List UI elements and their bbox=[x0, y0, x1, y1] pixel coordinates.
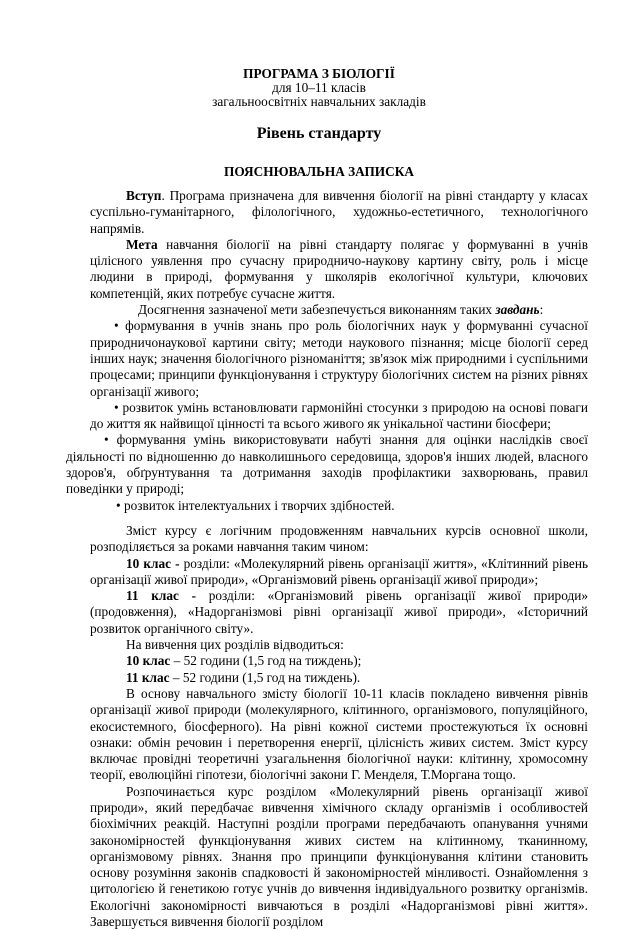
tasks-colon: : bbox=[539, 302, 544, 318]
task-bullet-1: • формування в учнів знань про роль біологічних наук у формуванні сучасної природничонаукової картини світу; методи наукового пізнання; місце біології серед інших наук; значення біологічного різноманіття; зв'язок між природними і суспільними процесами; принципи функціонування і структуру біологічних систем на різних рівнях організації живого; bbox=[90, 318, 588, 399]
hours-10-lead: 10 клас bbox=[126, 653, 171, 669]
task-bullet-4: • розвиток інтелектуальних і творчих здібностей. bbox=[116, 497, 395, 513]
section-heading: ПОЯСНЮВАЛЬНА ЗАПИСКА bbox=[224, 164, 414, 179]
hours-11-lead: 11 клас bbox=[126, 669, 170, 685]
program-title: ПРОГРАМА З БІОЛОГІЇ bbox=[243, 66, 395, 81]
content-paragraph-1: Зміст курсу є логічним продовженням навчальних курсів основної школи, розподіляється за роками навчання таким чином: bbox=[90, 522, 588, 555]
hours-11-text: – 52 години (1,5 год на тиждень). bbox=[169, 669, 361, 685]
hours-intro: На вивчення цих розділів відводиться: bbox=[126, 637, 344, 653]
goal-text: навчання біології на рівні стандарту полягає у формуванні в учнів цілісного уявлення про сучасну природничо-наукову картину світу, роль і місце людини в природі, формування у школярів екологічної культури, ключових компетенцій, яких потребує сучасне життя. bbox=[90, 236, 588, 301]
tasks-intro-paragraph bbox=[90, 302, 588, 318]
task-bullet-2: • розвиток умінь встановлювати гармонійні стосунки з природою на основі поваги до життя як найвищої цінності та всього живого як унікальної частини біосфери; bbox=[90, 399, 588, 432]
grade-10-lead: 10 клас - bbox=[126, 555, 180, 571]
grade-11-text: розділи: «Організмовий рівень організації живої природи» (продовження), «Надорганізмові рівні організації живої природи», «Історичний розвиток органічного світу». bbox=[90, 588, 589, 636]
intro-text: . Програма призначена для вивчення біології на рівні стандарту у класах суспільно-гуманітарного, філологічного, художньо-естетичного, технологічного напрямів. bbox=[90, 188, 588, 236]
program-subtitle-grades: для 10–11 класів bbox=[272, 80, 366, 95]
goal-paragraph bbox=[90, 237, 588, 302]
grade-11-lead: 11 клас - bbox=[126, 588, 197, 604]
tasks-emphasis: завдань bbox=[495, 302, 540, 318]
content-paragraph-3: Розпочинається курс розділом «Молекулярний рівень організації живої природи», який передбачає вивчення хімічного складу організмів і особливостей біохімічних реакцій. Наступні розділи програми передбачають опанування учнями закономірностей функціонування живих систем на клітинному, тканинному, організмовому рівнях. Знання про принципи функціонування клітини становить основу розуміння законів спадковості й закономірностей мінливості. Ознайомлення з цитологією й генетикою готує учнів до вивчення індивідуального розвитку організмів. Екологічні закономірності вивчаються в розділі «Надорганізмові рівні життя». Завершується вивчення біології розділом bbox=[90, 783, 588, 930]
level-heading: Рівень стандарту bbox=[256, 125, 382, 142]
goal-lead: Мета bbox=[126, 236, 158, 252]
hours-grade-11 bbox=[90, 670, 588, 686]
tasks-intro-text: Досягнення зазначеної мети забезпечується виконанням таких bbox=[138, 302, 496, 318]
grade-11-paragraph bbox=[90, 588, 588, 637]
hours-10-text: – 52 години (1,5 год на тиждень); bbox=[170, 653, 362, 669]
grade-10-paragraph bbox=[90, 556, 588, 589]
intro-lead: Вступ bbox=[126, 188, 162, 203]
hours-grade-10 bbox=[90, 653, 588, 669]
grade-10-text: розділи: «Молекулярний рівень організації життя», «Клітинний рівень організації живої природи», «Організмовий рівень організації живої природи»; bbox=[90, 555, 589, 587]
program-subtitle-schools: загальноосвітніх навчальних закладів bbox=[212, 94, 426, 109]
document-body bbox=[66, 188, 589, 930]
content-paragraph-2: В основу навчального змісту біології 10-11 класів покладено вивчення рівнів організації живої природи (молекулярного, клітинного, організмового, популяційного, екосистемного, біосферного). На рівні кожної системи простежуються їх основні ознаки: обмін речовин і перетворення енергії, цілісність живих систем. Зміст курсу включає провідні теоретичні узагальнення біологічної науки: клітинну, хромосомну теорії, еволюційні гіпотези, біологічні закони Г. Менделя, Т.Моргана тощо. bbox=[90, 685, 588, 783]
task-bullet-3: • формування умінь використовувати набуті знання для оцінки наслідків своєї діяльності по відношенню до навколишнього середовища, здоров'я інших людей, власного здоров'я, обґрунтування та дотримання заходів профілактики захворювань, правил поведінки у природі; bbox=[66, 432, 588, 497]
intro-paragraph bbox=[90, 188, 588, 237]
